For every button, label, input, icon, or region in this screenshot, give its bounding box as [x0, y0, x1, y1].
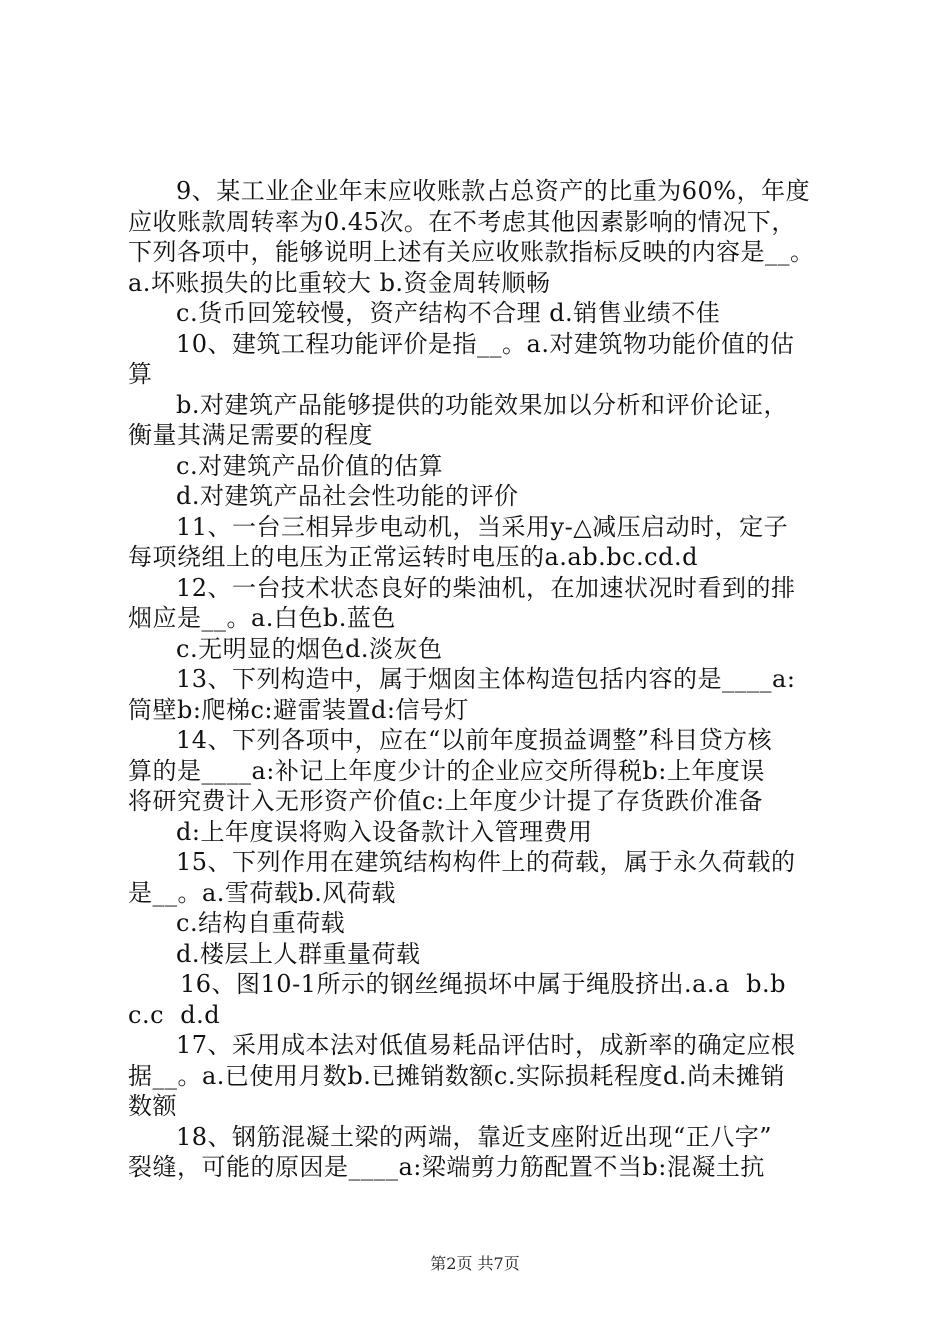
text-line: 裂缝，可能的原因是____a:梁端剪力筋配置不当b:混凝土抗 [128, 1153, 765, 1181]
text-line: c.结构自重荷载 [176, 909, 346, 937]
text-line: 下列各项中，能够说明上述有关应收账款指标反映的内容是__。 [128, 238, 815, 266]
text-line: 10、建筑工程功能评价是指__。a.对建筑物功能价值的估 [176, 329, 795, 358]
text-line: 9、某工业企业年末应收账款占总资产的比重为60%，年度 [176, 177, 811, 205]
text-line: d:上年度误将购入设备款计入管理费用 [176, 817, 593, 846]
text-line: c.c d.d [128, 1000, 221, 1029]
text-line: 11、一台三相异步电动机，当采用y-△减压启动时，定子 [176, 512, 789, 541]
text-line: c.无明显的烟色d.淡灰色 [176, 634, 443, 663]
text-line: a.坏账损失的比重较大 b.资金周转顺畅 [128, 268, 551, 297]
text-line: 12、一台技术状态良好的柴油机，在加速状况时看到的排 [176, 573, 796, 602]
text-line: d.对建筑产品社会性功能的评价 [176, 482, 519, 510]
document-body [128, 176, 840, 1183]
text-line: 16、图10-1所示的钢丝绳损坏中属于绳股挤出.a.a b.b [180, 970, 786, 998]
text-line: c.对建筑产品价值的估算 [176, 451, 444, 480]
page-footer: 第2页 共7页 [430, 1254, 520, 1273]
text-line: 据__。a.已使用月数b.已摊销数额c.实际损耗程度d.尚未摊销 [128, 1061, 785, 1090]
text-line: 将研究费计入无形资产价值c:上年度少计提了存货跌价准备 [128, 787, 764, 815]
text-line: 13、下列构造中，属于烟囱主体构造包括内容的是____a: [176, 665, 796, 693]
text-line: 算的是____a:补记上年度少计的企业应交所得税b:上年度误 [128, 756, 765, 785]
text-line: b.对建筑产品能够提供的功能效果加以分析和评价论证， [176, 390, 788, 419]
text-line: c.货币回笼较慢，资产结构不合理 d.销售业绩不佳 [176, 299, 721, 327]
text-line: 烟应是__。a.白色b.蓝色 [128, 604, 396, 632]
text-line: 衡量其满足需要的程度 [128, 421, 373, 449]
text-line: 18、钢筋混凝土梁的两端，靠近支座附近出现“正八字” [176, 1122, 773, 1151]
text-line: 每项绕组上的电压为正常运转时电压的a.ab.bc.cd.d [128, 543, 698, 571]
text-line: 是__。a.雪荷载b.风荷载 [128, 878, 396, 907]
text-line: d.楼层上人群重量荷载 [176, 939, 421, 968]
text-line: 算 [128, 360, 153, 388]
text-line: 17、采用成本法对低值易耗品评估时，成新率的确定应根 [176, 1031, 796, 1059]
text-line: 14、下列各项中，应在“以前年度损益调整”科目贷方核 [176, 726, 773, 754]
text-line: 数额 [128, 1092, 177, 1120]
text-line: 15、下列作用在建筑结构构件上的荷载，属于永久荷载的 [176, 848, 796, 876]
text-line: 应收账款周转率为0.45次。在不考虑其他因素影响的情况下， [128, 207, 796, 236]
text-line: 筒壁b:爬梯c:避雷装置d:信号灯 [128, 695, 469, 724]
